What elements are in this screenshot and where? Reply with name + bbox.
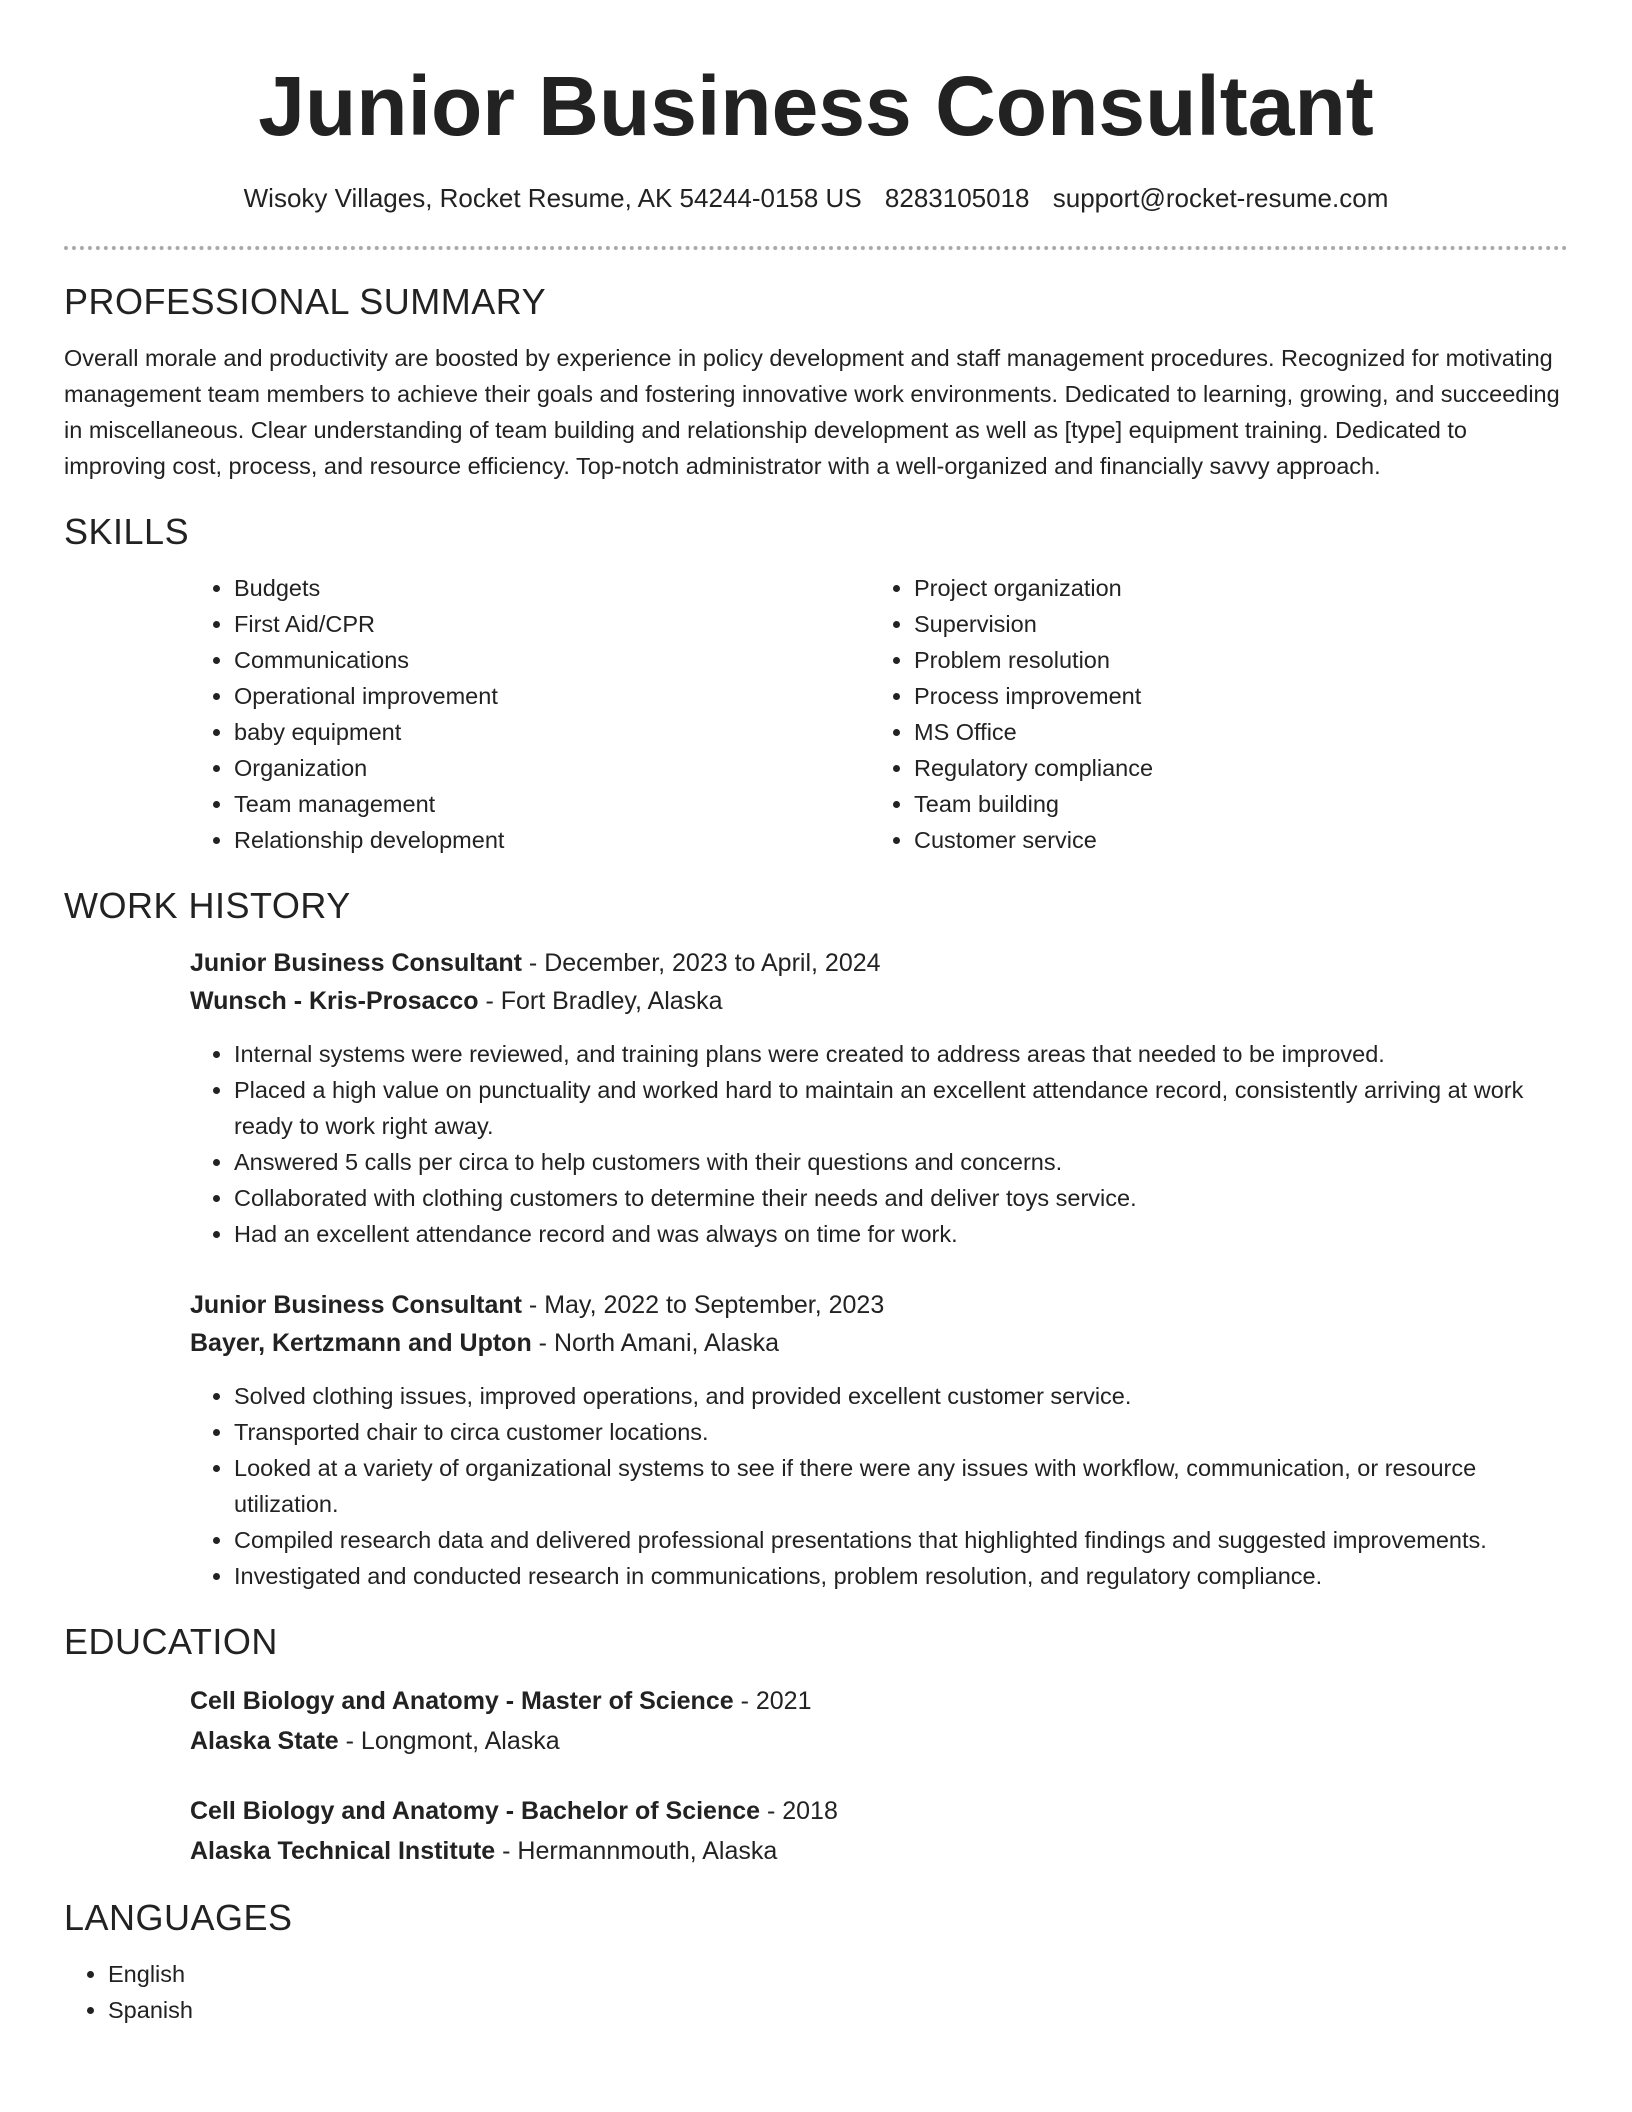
education-degree: Cell Biology and Anatomy - Bachelor of Science (190, 1797, 761, 1825)
skill-item: • Team building (914, 786, 1550, 822)
contact-address: Wisoky Villages, Rocket Resume, AK 54244-0158 US (243, 183, 862, 213)
skill-item: • Organization (234, 750, 870, 786)
education-location: - Longmont, Alaska (338, 1727, 560, 1755)
education-location: - Hermannmouth, Alaska (495, 1837, 778, 1865)
skills-column-left (190, 570, 870, 858)
skill-item: • Relationship development (234, 822, 870, 858)
skill-item: • Process improvement (914, 678, 1550, 714)
education-school: Alaska State (190, 1727, 339, 1755)
section-education (64, 1620, 1568, 1870)
job-bullet: • Looked at a variety of organizational systems to see if there were any issues with workflow, communication, or resource utilization. (234, 1450, 1568, 1522)
job-bullet: • Internal systems were reviewed, and training plans were created to address areas that needed to be improved. (234, 1036, 1568, 1072)
skills-list (190, 570, 1568, 858)
job-entry (190, 1286, 1568, 1594)
job-bullet: • Answered 5 calls per circa to help customers with their questions and concerns. (234, 1144, 1568, 1180)
job-entry (190, 944, 1568, 1252)
skill-item: • Team management (234, 786, 870, 822)
job-bullet: • Had an excellent attendance record and was always on time for work. (234, 1216, 1568, 1252)
contact-line (64, 182, 1568, 214)
job-title-line (190, 944, 1568, 982)
job-location: - North Amani, Alaska (531, 1329, 780, 1357)
contact-email[interactable]: support@rocket-resume.com (1052, 183, 1389, 213)
contact-phone: 8283105018 (884, 183, 1030, 213)
skill-item: • Operational improvement (234, 678, 870, 714)
job-bullet: • Transported chair to circa customer locations. (234, 1414, 1568, 1450)
section-title-work: WORK HISTORY (64, 885, 351, 926)
header-divider (64, 246, 1568, 250)
section-title-summary: PROFESSIONAL SUMMARY (64, 281, 547, 322)
job-bullet: • Solved clothing issues, improved operations, and provided excellent customer service. (234, 1378, 1568, 1414)
skill-item: • MS Office (914, 714, 1550, 750)
section-skills (64, 510, 1568, 858)
job-company: Wunsch - Kris-Prosacco (190, 987, 479, 1015)
skill-item: • Communications (234, 642, 870, 678)
section-title-languages: LANGUAGES (64, 1897, 293, 1938)
skill-item: • Supervision (914, 606, 1550, 642)
language-item: • Spanish (108, 1992, 1568, 2028)
job-dates: - May, 2022 to September, 2023 (521, 1291, 885, 1319)
job-company: Bayer, Kertzmann and Upton (190, 1329, 532, 1357)
skills-column-right (870, 570, 1550, 858)
summary-text: Overall morale and productivity are boosted by experience in policy development and staff management procedures. Recognized for motivating management team members to achieve their goals and fostering innovative work environments. Dedicated to learning, growing, and succeeding in miscellaneous. Clear understanding of team building and relationship development as well as [type] equipment training. Dedicated to improving cost, process, and resource efficiency. Top-notch administrator with a well-organized and financially savvy approach. (64, 345, 1560, 479)
job-role: Junior Business Consultant (190, 1291, 522, 1319)
job-bullet: • Collaborated with clothing customers to determine their needs and deliver toys service. (234, 1180, 1568, 1216)
job-bullets (190, 1036, 1568, 1252)
education-entry (190, 1792, 1568, 1870)
skill-item: • Project organization (914, 570, 1550, 606)
education-degree: Cell Biology and Anatomy - Master of Science (190, 1687, 734, 1715)
section-work-history (64, 884, 1568, 1594)
job-bullet: • Investigated and conducted research in communications, problem resolution, and regulatory compliance. (234, 1558, 1568, 1594)
section-title-skills: SKILLS (64, 511, 190, 552)
languages-list (64, 1956, 1568, 2028)
job-company-line (190, 982, 1568, 1020)
education-school-line (190, 1722, 1568, 1760)
job-role: Junior Business Consultant (190, 949, 522, 977)
job-company-line (190, 1324, 1568, 1362)
job-bullets (190, 1378, 1568, 1594)
job-bullet: • Compiled research data and delivered professional presentations that highlighted findings and suggested improvements. (234, 1522, 1568, 1558)
language-item: • English (108, 1956, 1568, 1992)
section-title-education: EDUCATION (64, 1621, 278, 1662)
job-location: - Fort Bradley, Alaska (478, 987, 723, 1015)
resume-page (64, 0, 1568, 2028)
education-entry (190, 1682, 1568, 1760)
education-degree-line (190, 1682, 1568, 1720)
section-professional-summary (64, 280, 1568, 484)
education-year: - 2021 (733, 1687, 812, 1715)
education-school-line (190, 1832, 1568, 1870)
skill-item: • Budgets (234, 570, 870, 606)
education-year: - 2018 (760, 1797, 838, 1825)
job-title-line (190, 1286, 1568, 1324)
skill-item: • First Aid/CPR (234, 606, 870, 642)
resume-name: Junior Business Consultant (258, 59, 1374, 153)
job-bullet: • Placed a high value on punctuality and worked hard to maintain an excellent attendance record, consistently arriving at work ready to work right away. (234, 1072, 1568, 1144)
section-languages (64, 1896, 1568, 2028)
skill-item: • baby equipment (234, 714, 870, 750)
job-dates: - December, 2023 to April, 2024 (521, 949, 881, 977)
skill-item: • Regulatory compliance (914, 750, 1550, 786)
skill-item: • Customer service (914, 822, 1550, 858)
education-degree-line (190, 1792, 1568, 1830)
skill-item: • Problem resolution (914, 642, 1550, 678)
education-school: Alaska Technical Institute (190, 1837, 496, 1865)
